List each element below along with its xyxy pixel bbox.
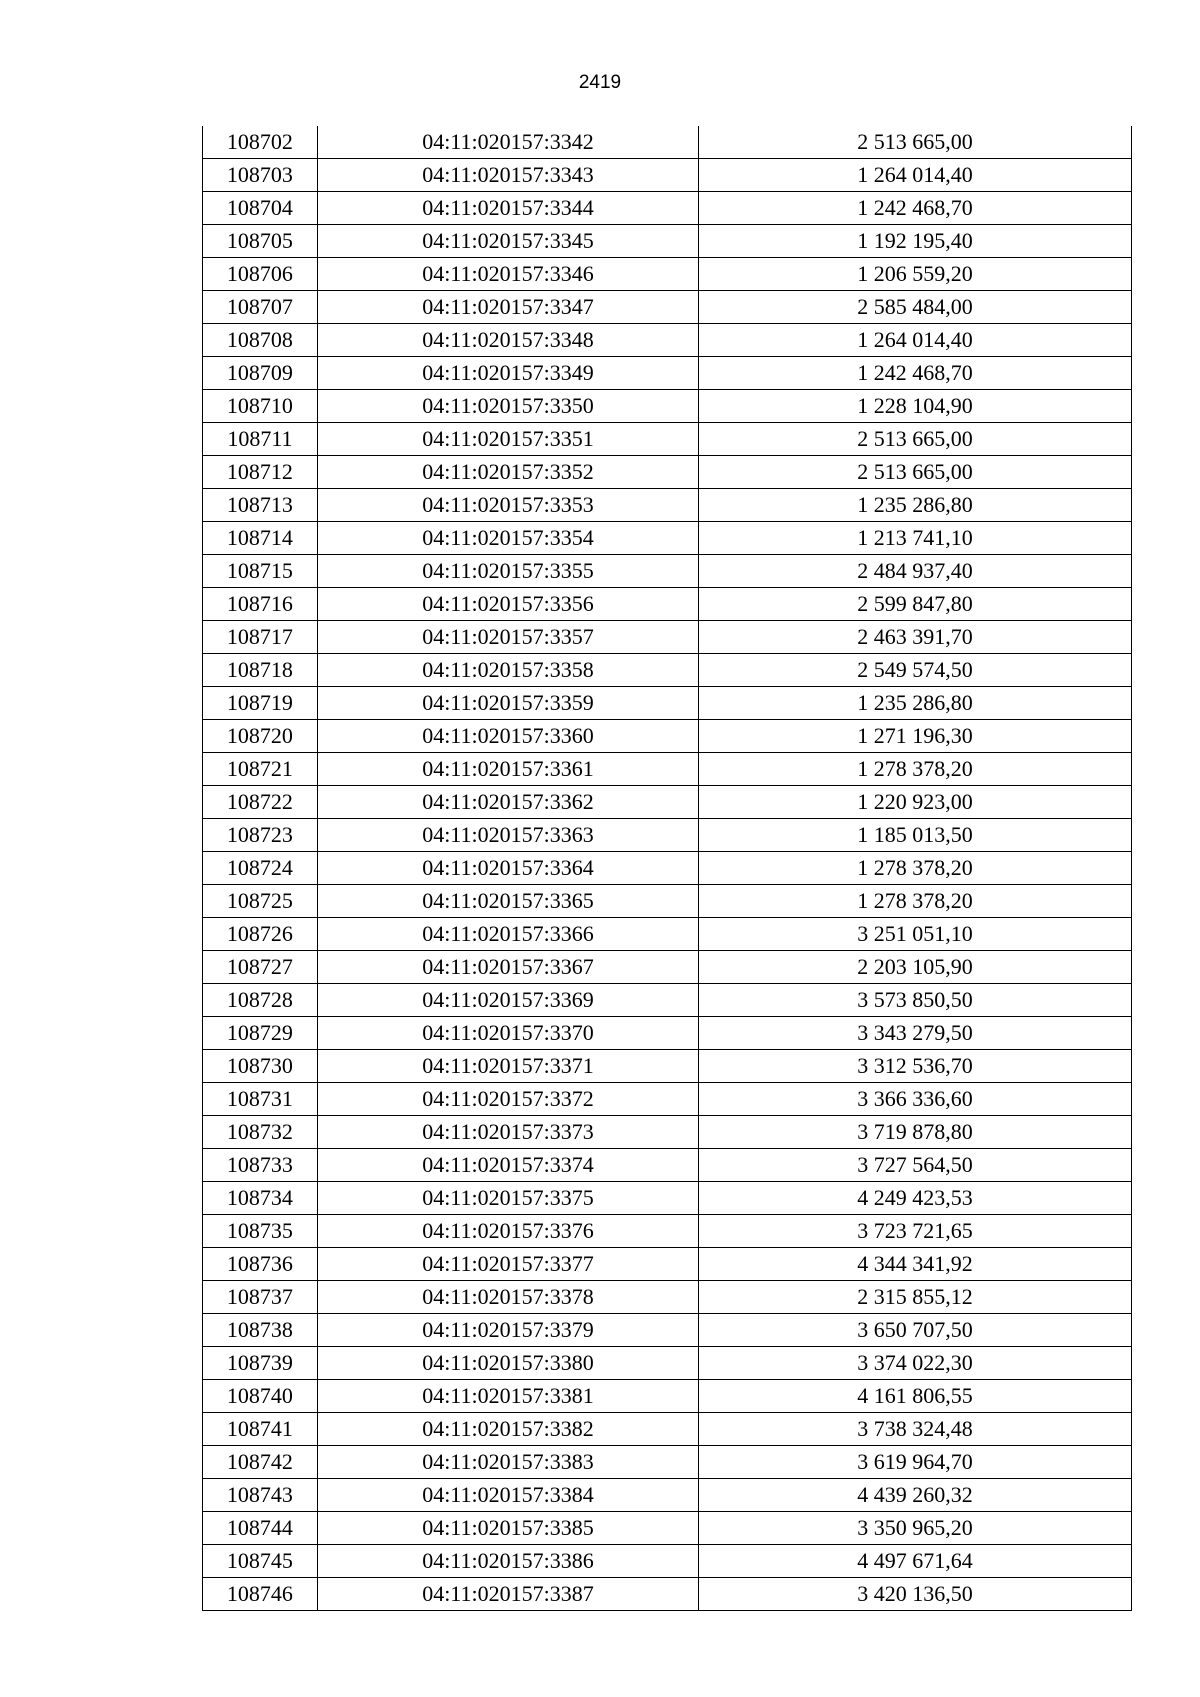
row-number-cell: 108718 (203, 654, 318, 687)
cadastral-number-cell: 04:11:020157:3382 (317, 1413, 698, 1446)
table-row (203, 786, 1132, 819)
cadastral-value-cell: 1 192 195,40 (699, 225, 1132, 258)
cadastral-value-cell: 1 242 468,70 (699, 357, 1132, 390)
cadastral-value-cell: 3 251 051,10 (699, 918, 1132, 951)
cadastral-value-cell: 2 463 391,70 (699, 621, 1132, 654)
cadastral-number-cell: 04:11:020157:3383 (317, 1446, 698, 1479)
row-number-cell: 108704 (203, 192, 318, 225)
cadastral-value-cell: 3 350 965,20 (699, 1512, 1132, 1545)
table-row (203, 1182, 1132, 1215)
cadastral-number-cell: 04:11:020157:3346 (317, 258, 698, 291)
row-number-cell: 108744 (203, 1512, 318, 1545)
cadastral-value-cell: 3 723 721,65 (699, 1215, 1132, 1248)
cadastral-value-cell: 1 264 014,40 (699, 159, 1132, 192)
cadastral-value-cell: 2 585 484,00 (699, 291, 1132, 324)
table-row (203, 555, 1132, 588)
row-number-cell: 108707 (203, 291, 318, 324)
table-row (203, 1545, 1132, 1578)
row-number-cell: 108732 (203, 1116, 318, 1149)
row-number-cell: 108743 (203, 1479, 318, 1512)
table-body (203, 126, 1132, 1611)
cadastral-number-cell: 04:11:020157:3378 (317, 1281, 698, 1314)
table-row (203, 885, 1132, 918)
cadastral-value-cell: 3 650 707,50 (699, 1314, 1132, 1347)
cadastral-number-cell: 04:11:020157:3374 (317, 1149, 698, 1182)
table-row (203, 423, 1132, 456)
row-number-cell: 108722 (203, 786, 318, 819)
row-number-cell: 108720 (203, 720, 318, 753)
table-row (203, 720, 1132, 753)
table-row (203, 588, 1132, 621)
row-number-cell: 108714 (203, 522, 318, 555)
row-number-cell: 108725 (203, 885, 318, 918)
row-number-cell: 108702 (203, 126, 318, 159)
row-number-cell: 108716 (203, 588, 318, 621)
row-number-cell: 108717 (203, 621, 318, 654)
row-number-cell: 108703 (203, 159, 318, 192)
cadastral-value-cell: 1 220 923,00 (699, 786, 1132, 819)
cadastral-number-cell: 04:11:020157:3348 (317, 324, 698, 357)
cadastral-value-cell: 1 278 378,20 (699, 852, 1132, 885)
table-row (203, 1215, 1132, 1248)
cadastral-number-cell: 04:11:020157:3387 (317, 1578, 698, 1611)
table-row (203, 1017, 1132, 1050)
cadastral-value-cell: 3 719 878,80 (699, 1116, 1132, 1149)
row-number-cell: 108742 (203, 1446, 318, 1479)
cadastral-value-cell: 3 343 279,50 (699, 1017, 1132, 1050)
page-number: 2419 (578, 72, 622, 93)
cadastral-value-cell: 4 497 671,64 (699, 1545, 1132, 1578)
row-number-cell: 108713 (203, 489, 318, 522)
table-row (203, 1413, 1132, 1446)
cadastral-number-cell: 04:11:020157:3347 (317, 291, 698, 324)
cadastral-number-cell: 04:11:020157:3379 (317, 1314, 698, 1347)
row-number-cell: 108730 (203, 1050, 318, 1083)
row-number-cell: 108731 (203, 1083, 318, 1116)
row-number-cell: 108708 (203, 324, 318, 357)
table-row (203, 1446, 1132, 1479)
cadastral-value-cell: 1 185 013,50 (699, 819, 1132, 852)
table-row (203, 291, 1132, 324)
row-number-cell: 108709 (203, 357, 318, 390)
cadastral-value-cell: 3 727 564,50 (699, 1149, 1132, 1182)
row-number-cell: 108746 (203, 1578, 318, 1611)
table-row (203, 1281, 1132, 1314)
cadastral-value-cell: 4 249 423,53 (699, 1182, 1132, 1215)
cadastral-value-cell: 3 312 536,70 (699, 1050, 1132, 1083)
table-row (203, 522, 1132, 555)
cadastral-number-cell: 04:11:020157:3359 (317, 687, 698, 720)
cadastral-value-cell: 2 315 855,12 (699, 1281, 1132, 1314)
cadastral-number-cell: 04:11:020157:3377 (317, 1248, 698, 1281)
table-row (203, 1248, 1132, 1281)
row-number-cell: 108726 (203, 918, 318, 951)
cadastral-number-cell: 04:11:020157:3365 (317, 885, 698, 918)
row-number-cell: 108738 (203, 1314, 318, 1347)
row-number-cell: 108739 (203, 1347, 318, 1380)
table-row (203, 852, 1132, 885)
table-row (203, 225, 1132, 258)
table-row (203, 324, 1132, 357)
row-number-cell: 108706 (203, 258, 318, 291)
table-row (203, 1314, 1132, 1347)
table-row (203, 258, 1132, 291)
row-number-cell: 108719 (203, 687, 318, 720)
cadastral-value-cell: 4 344 341,92 (699, 1248, 1132, 1281)
cadastral-value-cell: 4 161 806,55 (699, 1380, 1132, 1413)
cadastral-value-cell: 1 228 104,90 (699, 390, 1132, 423)
cadastral-value-cell: 1 264 014,40 (699, 324, 1132, 357)
cadastral-number-cell: 04:11:020157:3375 (317, 1182, 698, 1215)
table-row (203, 1116, 1132, 1149)
cadastral-number-cell: 04:11:020157:3344 (317, 192, 698, 225)
row-number-cell: 108728 (203, 984, 318, 1017)
row-number-cell: 108733 (203, 1149, 318, 1182)
cadastral-value-cell: 2 513 665,00 (699, 456, 1132, 489)
cadastral-value-cell: 2 513 665,00 (699, 423, 1132, 456)
cadastral-value-cell: 3 619 964,70 (699, 1446, 1132, 1479)
row-number-cell: 108705 (203, 225, 318, 258)
table-row (203, 489, 1132, 522)
row-number-cell: 108721 (203, 753, 318, 786)
cadastral-value-cell: 1 235 286,80 (699, 687, 1132, 720)
table-row (203, 357, 1132, 390)
cadastral-value-cell: 2 599 847,80 (699, 588, 1132, 621)
table-row (203, 159, 1132, 192)
cadastral-value-table (202, 126, 1132, 1611)
cadastral-number-cell: 04:11:020157:3354 (317, 522, 698, 555)
table-row (203, 621, 1132, 654)
row-number-cell: 108727 (203, 951, 318, 984)
table-row (203, 456, 1132, 489)
table-row (203, 1149, 1132, 1182)
table-row (203, 951, 1132, 984)
cadastral-value-cell: 1 206 559,20 (699, 258, 1132, 291)
cadastral-number-cell: 04:11:020157:3361 (317, 753, 698, 786)
cadastral-value-cell: 3 374 022,30 (699, 1347, 1132, 1380)
cadastral-value-cell: 1 213 741,10 (699, 522, 1132, 555)
row-number-cell: 108740 (203, 1380, 318, 1413)
cadastral-value-cell: 3 573 850,50 (699, 984, 1132, 1017)
cadastral-number-cell: 04:11:020157:3342 (317, 126, 698, 159)
table-row (203, 1347, 1132, 1380)
table-row (203, 390, 1132, 423)
row-number-cell: 108736 (203, 1248, 318, 1281)
cadastral-number-cell: 04:11:020157:3345 (317, 225, 698, 258)
cadastral-value-cell: 2 549 574,50 (699, 654, 1132, 687)
cadastral-value-cell: 3 738 324,48 (699, 1413, 1132, 1446)
cadastral-number-cell: 04:11:020157:3381 (317, 1380, 698, 1413)
cadastral-number-cell: 04:11:020157:3370 (317, 1017, 698, 1050)
table-row (203, 126, 1132, 159)
cadastral-number-cell: 04:11:020157:3358 (317, 654, 698, 687)
row-number-cell: 108741 (203, 1413, 318, 1446)
row-number-cell: 108745 (203, 1545, 318, 1578)
cadastral-value-cell: 1 235 286,80 (699, 489, 1132, 522)
cadastral-value-cell: 3 366 336,60 (699, 1083, 1132, 1116)
cadastral-value-cell: 2 513 665,00 (699, 126, 1132, 159)
table-row (203, 192, 1132, 225)
row-number-cell: 108723 (203, 819, 318, 852)
cadastral-number-cell: 04:11:020157:3350 (317, 390, 698, 423)
cadastral-number-cell: 04:11:020157:3353 (317, 489, 698, 522)
table-row (203, 918, 1132, 951)
cadastral-number-cell: 04:11:020157:3366 (317, 918, 698, 951)
cadastral-number-cell: 04:11:020157:3352 (317, 456, 698, 489)
table-row (203, 819, 1132, 852)
table-row (203, 984, 1132, 1017)
cadastral-value-cell: 3 420 136,50 (699, 1578, 1132, 1611)
cadastral-number-cell: 04:11:020157:3372 (317, 1083, 698, 1116)
row-number-cell: 108724 (203, 852, 318, 885)
cadastral-number-cell: 04:11:020157:3351 (317, 423, 698, 456)
cadastral-number-cell: 04:11:020157:3376 (317, 1215, 698, 1248)
cadastral-value-cell: 2 203 105,90 (699, 951, 1132, 984)
table-row (203, 1578, 1132, 1611)
cadastral-value-cell: 1 278 378,20 (699, 753, 1132, 786)
cadastral-number-cell: 04:11:020157:3380 (317, 1347, 698, 1380)
row-number-cell: 108737 (203, 1281, 318, 1314)
table-row (203, 654, 1132, 687)
row-number-cell: 108712 (203, 456, 318, 489)
cadastral-value-cell: 1 242 468,70 (699, 192, 1132, 225)
cadastral-number-cell: 04:11:020157:3363 (317, 819, 698, 852)
cadastral-number-cell: 04:11:020157:3356 (317, 588, 698, 621)
table-row (203, 753, 1132, 786)
cadastral-value-cell: 2 484 937,40 (699, 555, 1132, 588)
table-row (203, 687, 1132, 720)
row-number-cell: 108710 (203, 390, 318, 423)
cadastral-value-cell: 4 439 260,32 (699, 1479, 1132, 1512)
cadastral-value-cell: 1 271 196,30 (699, 720, 1132, 753)
cadastral-number-cell: 04:11:020157:3357 (317, 621, 698, 654)
cadastral-number-cell: 04:11:020157:3364 (317, 852, 698, 885)
cadastral-number-cell: 04:11:020157:3385 (317, 1512, 698, 1545)
row-number-cell: 108711 (203, 423, 318, 456)
cadastral-value-cell: 1 278 378,20 (699, 885, 1132, 918)
row-number-cell: 108729 (203, 1017, 318, 1050)
cadastral-number-cell: 04:11:020157:3362 (317, 786, 698, 819)
cadastral-number-cell: 04:11:020157:3349 (317, 357, 698, 390)
row-number-cell: 108715 (203, 555, 318, 588)
cadastral-number-cell: 04:11:020157:3367 (317, 951, 698, 984)
row-number-cell: 108735 (203, 1215, 318, 1248)
cadastral-number-cell: 04:11:020157:3369 (317, 984, 698, 1017)
cadastral-number-cell: 04:11:020157:3360 (317, 720, 698, 753)
cadastral-number-cell: 04:11:020157:3373 (317, 1116, 698, 1149)
row-number-cell: 108734 (203, 1182, 318, 1215)
cadastral-number-cell: 04:11:020157:3343 (317, 159, 698, 192)
table-row (203, 1380, 1132, 1413)
cadastral-number-cell: 04:11:020157:3371 (317, 1050, 698, 1083)
cadastral-number-cell: 04:11:020157:3386 (317, 1545, 698, 1578)
table-row (203, 1479, 1132, 1512)
table-row (203, 1512, 1132, 1545)
cadastral-number-cell: 04:11:020157:3384 (317, 1479, 698, 1512)
cadastral-number-cell: 04:11:020157:3355 (317, 555, 698, 588)
table-row (203, 1083, 1132, 1116)
table-row (203, 1050, 1132, 1083)
